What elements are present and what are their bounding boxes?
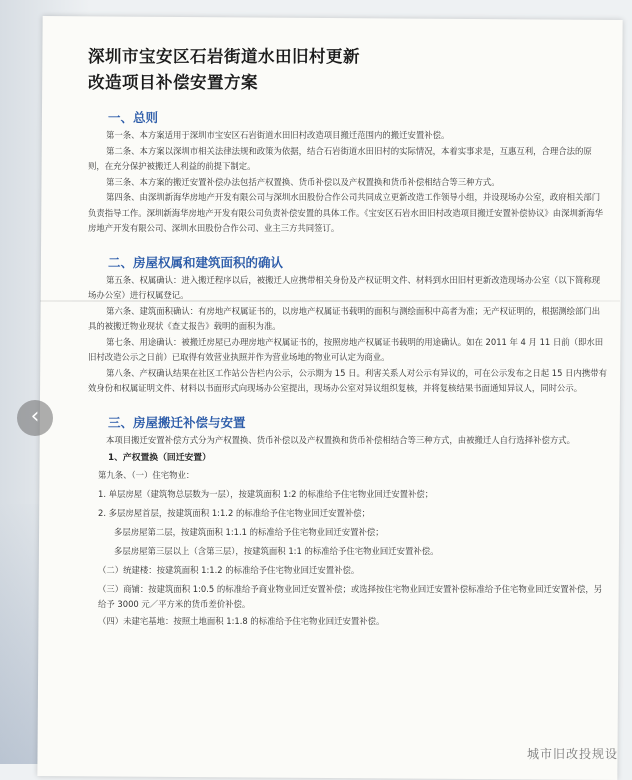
article-6: 第六条、建筑面积确认：有房地产权属证书的，以房地产权属证书载明的面积与测绘面积中高者为准；无产权证明的，根据测绘部门出具的被搬迁物业现状《查丈报告》载明的面积为准。 (88, 305, 601, 331)
list-item: 第九条、（一）住宅物业： (98, 470, 195, 480)
section-3-intro: 本项目搬迁安置补偿方式分为产权置换、货币补偿以及产权置换和货币补偿相结合等三种方式，由被搬迁人自行选择补偿方式。 (106, 434, 575, 445)
section-3-heading: 三、房屋搬迁补偿与安置 (108, 414, 246, 430)
section-1-heading: 一、总则 (108, 110, 159, 125)
list-item: 多层房屋第二层，按建筑面积 1:1.1 的标准给予住宅物业回迁安置补偿； (114, 527, 384, 537)
article-1: 第一条、本方案适用于深圳市宝安区石岩街道水田旧村改造项目搬迁范围内的搬迁安置补偿。 (106, 130, 450, 140)
list-item: （三）商铺：按建筑面积 1:0.5 的标准给予商业物业回迁安置补偿；或选择按住宅物业回迁安置补偿标准给予住宅物业回迁安置补偿，另给予 3000 元／平方米的货币差价补偿。 (98, 584, 603, 609)
section-3-subheading: 1、产权置换（回迁安置） (108, 453, 211, 463)
article-7: 第七条、用途确认：被搬迁房屋已办理房地产权属证书的，按照房地产权属证书载明的用途确认。如在 2011 年 4 月 11 日前（即水田旧村改造公示之日前）已取得有效营业执照并作为营业场地的物业可认定为商业。 (88, 336, 604, 362)
previous-arrow-button[interactable]: ‹ (17, 400, 53, 436)
watermark-text: 城市旧改投规设 (526, 747, 618, 761)
title-line-2: 改造项目补偿安置方案 (88, 73, 258, 92)
article-2: 第二条、本方案以深圳市相关法律法规和政策为依据，结合石岩街道水田旧村的实际情况，本着实事求是，互惠互利，合理合法的原则，在充分保护被搬迁人利益的前提下制定。 (88, 145, 592, 171)
section-2-heading: 二、房屋权属和建筑面积的确认 (108, 254, 284, 270)
list-item: 2. 多层房屋首层，按建筑面积 1:1.2 的标准给予住宅物业回迁安置补偿； (98, 508, 370, 518)
list-item: 多层房屋第三层以上（含第三层），按建筑面积 1:1 的标准给予住宅物业回迁安置补偿。 (114, 546, 439, 556)
article-8: 第八条、产权确认结果在社区工作站公告栏内公示，公示期为 15 日。利害关系人对公示有异议的，可在公示发布之日起 15 日内携带有效身份和权属证明文件、材料以书面形式向现场办公室提出，现场办公室对异议组织复核，并将复核结果书面通知异议人，同时公示。 (88, 367, 607, 393)
list-item: （二）统建楼：按建筑面积 1:1.2 的标准给予住宅物业回迁安置补偿。 (98, 565, 360, 575)
list-item: 1. 单层房屋（建筑物总层数为一层），按建筑面积 1:2 的标准给予住宅物业回迁安置补偿； (98, 489, 434, 499)
article-4: 第四条、由深圳新海华房地产开发有限公司与深圳水田股份合作公司共同成立更新改造工作领导小组，并设现场办公室，政府相关部门负责指导工作。深圳新海华房地产开发有限公司负责补偿安置的具体工作。《宝安区石岩水田旧村改造项目搬迁安置补偿协议》由深圳新海华房地产开发有限公司、深圳水田股份合作公司、业主三方共同签订。 (88, 192, 604, 233)
article-5: 第五条、权属确认：进入搬迁程序以后，被搬迁人应携带相关身份及产权证明文件、材料到水田旧村更新改造现场办公室（以下简称现场办公室）进行权属登记。 (88, 274, 601, 300)
document-title (88, 44, 608, 96)
document-content (88, 44, 608, 631)
list-item: （四）未建宅基地：按照土地面积 1:1.8 的标准给予住宅物业回迁安置补偿。 (98, 616, 385, 626)
article-3: 第三条、本方案的搬迁安置补偿办法包括产权置换、货币补偿以及产权置换和货币补偿相结合等三种方式。 (106, 176, 500, 187)
title-line-1: 深圳市宝安区石岩街道水田旧村更新 (88, 47, 360, 66)
